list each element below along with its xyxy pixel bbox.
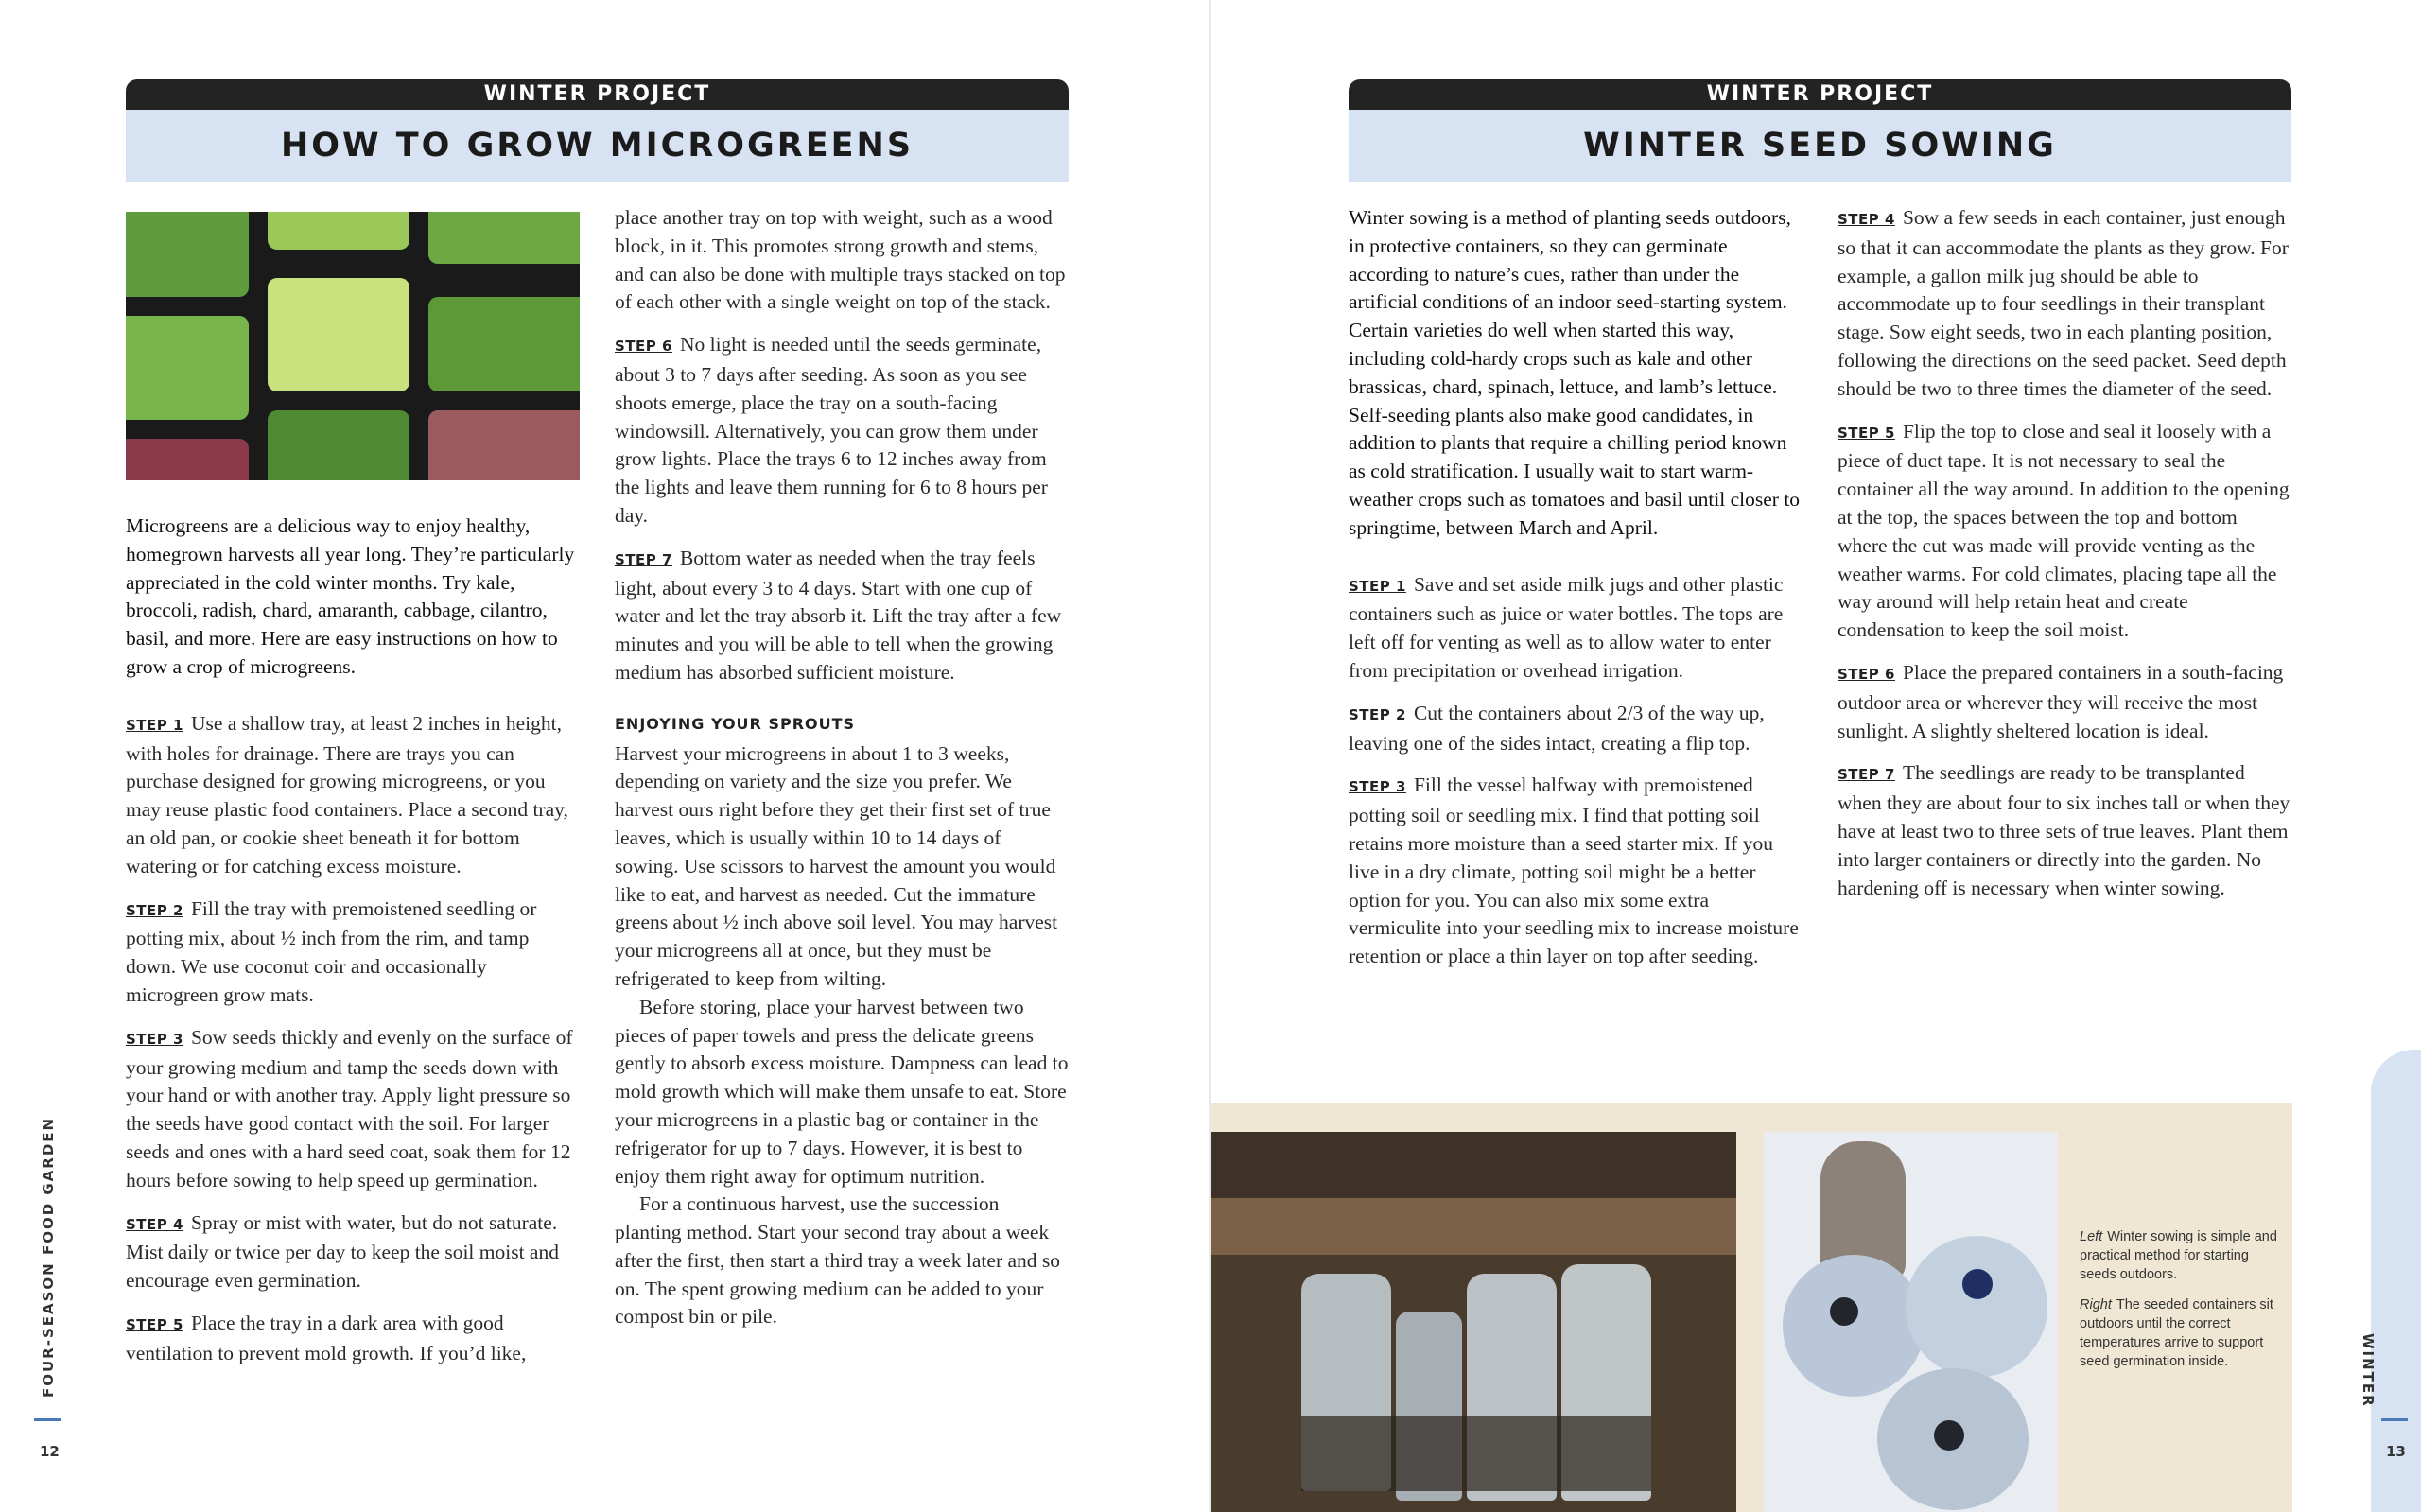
step-5-label: STEP 5 [126,1315,183,1333]
page-number-right: 13 [2386,1443,2406,1460]
microgreens-column-1 [126,513,580,1382]
step-6-text: Place the prepared containers in a south-facing outdoor area or wherever they will receive the most sunlight. A slightly sheltered location is ideal. [1838,660,2284,742]
step-6-label: STEP 6 [1838,665,1895,683]
step-3-label: STEP 3 [126,1030,183,1048]
step-5-label: STEP 5 [1838,424,1895,442]
step-7-label: STEP 7 [615,550,672,568]
step-1-text: Save and set aside milk jugs and other plastic containers such as juice or water bottles. The tops are left off for venting as well as to allow water to enter from precipitation or overhead irrigation. [1349,572,1784,682]
step-7-text: The seedlings are ready to be transplanted when they are about four to six inches tall or when they have at least two to three sets of true leaves. Plant them into larger containers or directly into the garden. No hardening off is necessary when winter sowing. [1838,761,2290,899]
sprouts-paragraph-2: Before storing, place your harvest between two pieces of paper towels and press the delicate greens gently to absorb excess moisture. Dampness can lead to mold growth which will make them unsafe to eat. Store your microgreens in a plastic bag or container in the refrigerator for up to 7 days. However, it is best to enjoy them right away for optimum nutrition. [615,995,1069,1188]
step-3-text: Sow seeds thickly and evenly on the surface of your growing medium and tamp the seeds down with your hand or with another tray. Apply light pressure so the seeds have good contact with the soil. For larger seeds and ones with a hard seed coat, soak them for 12 hours before sowing to help speed up germination. [126,1025,573,1191]
caption-left-label: Left [2080,1229,2103,1244]
step-2-text: Fill the tray with premoistened seedling or potting mix, about ½ inch from the rim, and tamp down. We use coconut coir and occasionally microgreen grow mats. [126,896,537,1006]
microgreens-intro: Microgreens are a delicious way to enjoy healthy, homegrown harvests all year long. They’re particularly appreciated in the cold winter months. Try kale, broccoli, radish, chard, amaranth, cabbage, cilantro, basil, and more. Here are easy instructions on how to grow a crop of microgreens. [126,514,575,678]
caption-right-text: The seeded containers sit outdoors until the correct temperatures arrive to support seed germination inside. [2080,1297,2273,1369]
step-3-text: Fill the vessel halfway with premoistened potting soil or seedling mix. I find that potting soil retains more moisture than a seed starter mix. If you live in a dry climate, potting soil might be a better option for you. You can also mix some extra vermiculite into your seedling mix to increase moisture retention or place a thin layer on top after seeding. [1349,773,1799,968]
step-2 [1349,700,1803,758]
step-1 [126,710,580,881]
step-3 [1349,772,1803,971]
step-5-text: Place the tray in a dark area with good ventilation to prevent mold growth. If you’d like, [126,1311,527,1364]
step-3-label: STEP 3 [1349,778,1406,796]
step-6 [615,331,1069,530]
right-page [1211,0,2421,1512]
caption-right [2080,1295,2278,1371]
page-number-left: 12 [40,1443,60,1460]
step-5-continued: place another tray on top with weight, such as a wood block, in it. This promotes strong growth and stems, and can also be done with multiple trays stacked on top of each other with a single weight on top of the stack. [615,206,1066,314]
step-4-label: STEP 4 [1838,211,1895,228]
raised-bed-jugs-photo [1211,1132,1736,1512]
step-5 [126,1310,580,1368]
header-title: HOW TO GROW MICROGREENS [126,110,1069,182]
step-6-text: No light is needed until the seeds germinate, about 3 to 7 days after seeding. As soon as you see shoots emerge, place the tray on a south-facing windowsill. Alternatively, you can grow them under grow lights. Place the trays 6 to 12 inches away from the lights and leave them running for 6 to 8 hours per day. [615,333,1048,527]
step-6 [1838,659,2291,745]
winter-sowing-header [1349,79,2291,182]
step-4-text: Spray or mist with water, but do not saturate. Mist daily or twice per day to keep the soil moist and encourage even germination. [126,1210,559,1293]
step-2 [126,895,580,1010]
step-4-label: STEP 4 [126,1215,183,1233]
winter-sowing-column-1 [1349,204,1803,985]
step-1-label: STEP 1 [126,716,183,734]
step-6-label: STEP 6 [615,338,672,356]
step-7 [1838,759,2291,902]
left-page [0,0,1209,1512]
caption-right-label: Right [2080,1297,2112,1312]
winter-sowing-intro: Winter sowing is a method of planting seeds outdoors, in protective containers, so they can germinate according to nature’s cues, rather than under the artificial conditions of an indoor seed-starting system. Certain varieties do well when started this way, including cold-hardy crops such as kale and other brassicas, chard, spinach, lettuce, and lamb’s lettuce. Self-seeding plants also make good candidates, in addition to plants that require a chilling period known as cold stratification. I usually wait to start warm-weather crops such as tomatoes and basil until closer to springtime, between March and April. [1349,206,1801,539]
step-5 [1838,418,2291,645]
step-4 [1838,204,2291,404]
book-title-side-label: FOUR-SEASON FOOD GARDEN [40,1116,57,1398]
sprouts-paragraph-3: For a continuous harvest, use the succession planting method. Start your second tray about a week after the first, then start a third tray a week later and so on. The spent growing medium can be added to your compost bin or pile. [615,1192,1061,1329]
header-kicker: WINTER PROJECT [1349,79,2291,110]
step-3 [126,1024,580,1195]
header-kicker: WINTER PROJECT [126,79,1069,110]
caption-left [2080,1227,2278,1284]
step-1-text: Use a shallow tray, at least 2 inches in height, with holes for drainage. There are trays you can purchase designed for growing microgreens, or you may reuse plastic food containers. Place a second tray, an old pan, or cookie sheet beneath it for bottom watering or for catching excess moisture. [126,711,568,878]
step-5-text: Flip the top to close and seal it loosely with a piece of duct tape. It is not necessary to seal the container all the way around. In addition to the opening at the top, the spaces between the top and bottom where the cut was made will provide venting as the weather warms. For cold climates, placing tape all the way around will help retain heat and create condensation to keep the soil moist. [1838,419,2290,642]
step-1 [1349,571,1803,686]
step-2-label: STEP 2 [1349,705,1406,723]
sprouts-paragraph-1: Harvest your microgreens in about 1 to 3 weeks, depending on variety and the size you prefer. We harvest ours right before they get their first set of true leaves, which is usually within 10 to 14 days of sowing. Use scissors to harvest the amount you would like to eat, and harvest as needed. Cut the immature greens about ½ inch above soil level. You may harvest your microgreens all at once, but they must be refrigerated to keep from wilting. [615,741,1058,990]
section-side-label: WINTER [2360,1333,2377,1408]
microgreens-photo [126,212,580,480]
enjoying-sprouts-heading: ENJOYING YOUR SPROUTS [615,714,856,733]
page-tick-right [2381,1418,2408,1421]
step-2-label: STEP 2 [126,901,183,919]
caption-left-text: Winter sowing is simple and practical method for starting seeds outdoors. [2080,1229,2277,1282]
step-7-text: Bottom water as needed when the tray feels light, about every 3 to 4 days. Start with one cup of water and let the tray absorb it. Lift the tray after a few minutes and you will be able to tell when the growing medium has absorbed sufficient moisture. [615,546,1062,684]
microgreens-header [126,79,1069,182]
step-4-text: Sow a few seeds in each container, just enough so that it can accommodate the plants as they grow. For example, a gallon milk jug should be able to accommodate up to four seedlings in their transplant stage. Sow eight seeds, two in each planting position, following the directions on the seed packet. Seed depth should be two to three times the diameter of the seed. [1838,206,2289,400]
step-7 [615,545,1069,687]
page-tick-left [34,1418,61,1421]
step-2-text: Cut the containers about 2/3 of the way up, leaving one of the sides intact, creating a flip top. [1349,701,1765,755]
header-title: WINTER SEED SOWING [1349,110,2291,182]
step-7-label: STEP 7 [1838,766,1895,784]
step-1-label: STEP 1 [1349,577,1406,595]
microgreens-column-2 [615,204,1069,1331]
step-4 [126,1209,580,1295]
photo-panel [1211,1103,2292,1512]
snow-covered-jugs-photo [1764,1132,2058,1512]
winter-sowing-column-2 [1838,204,2291,916]
rail-mask [2371,0,2421,1087]
